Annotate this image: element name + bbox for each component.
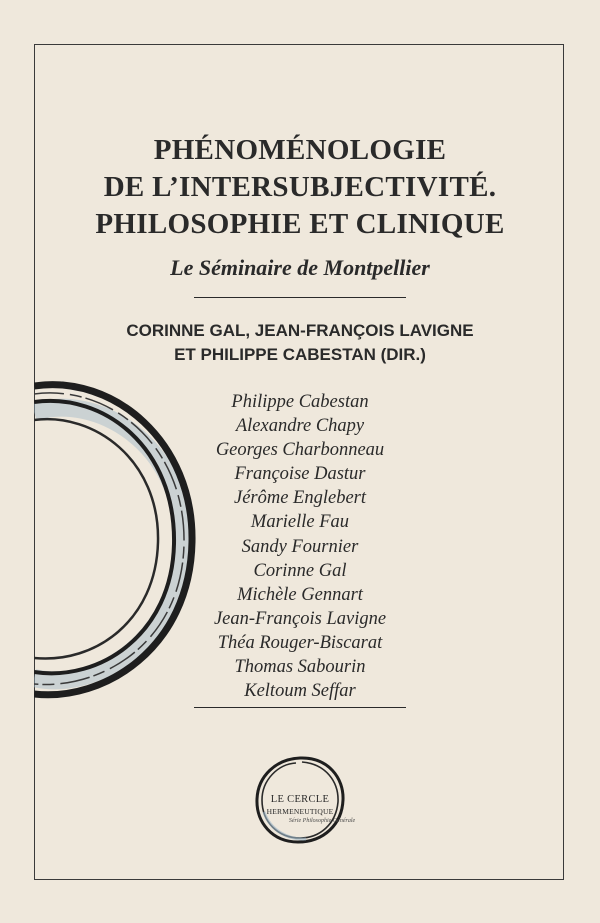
publisher-series: Série Philosophie Générale	[288, 818, 356, 824]
contributor: Jean-François Lavigne	[213, 608, 387, 629]
contributor: Françoise Dastur	[234, 464, 366, 485]
contributors-list	[180, 390, 420, 703]
contributor: Sandy Fournier	[241, 536, 359, 557]
contributor: Corinne Gal	[253, 560, 347, 581]
divider-bottom	[194, 707, 406, 708]
contributor: Michèle Gennart	[237, 584, 363, 605]
contributor: Jérôme Englebert	[233, 488, 367, 509]
divider-top	[194, 297, 406, 298]
editors	[34, 319, 566, 367]
title-line: DE L’INTERSUBJECTIVITÉ.	[103, 171, 497, 203]
publisher-name-sub: HERMENEUTIQUE	[266, 807, 334, 816]
contributor: Alexandre Chapy	[235, 416, 365, 437]
publisher-name: LE CERCLE	[270, 794, 330, 805]
contributor: Théa Rouger-Biscarat	[217, 632, 383, 653]
editors-line: ET PHILIPPE CABESTAN (DIR.)	[174, 345, 426, 364]
contributor: Marielle Fau	[250, 512, 350, 533]
contributor: Thomas Sabourin	[234, 657, 366, 678]
title-line: PHILOSOPHIE ET CLINIQUE	[95, 208, 505, 240]
brush-ring-art	[34, 372, 204, 712]
title-line: PHÉNOMÉNOLOGIE	[153, 134, 447, 166]
book-title	[34, 132, 566, 243]
editors-line: CORINNE GAL, JEAN-FRANÇOIS LAVIGNE	[126, 321, 474, 340]
book-subtitle: Le Séminaire de Montpellier	[170, 255, 430, 280]
contributor: Philippe Cabestan	[231, 392, 369, 412]
contributor: Keltoum Seffar	[244, 681, 356, 702]
contributor: Georges Charbonneau	[215, 440, 385, 461]
